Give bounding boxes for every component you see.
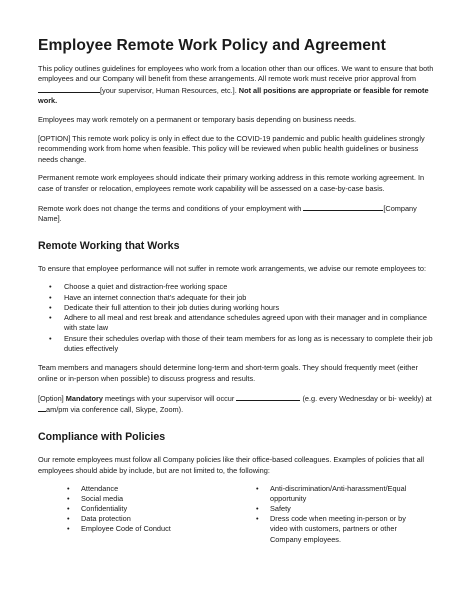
meeting-bold: Mandatory	[65, 393, 103, 403]
terms-paragraph	[38, 203, 438, 225]
company-name-blank[interactable]	[303, 203, 383, 211]
goals-paragraph: Team members and managers should determine long-term and short-term goals. They should frequently meet (either online or in-person when possible) to discuss progress and results.	[38, 363, 418, 383]
address-paragraph: Permanent remote work employees should indicate their primary working address in this remote working agreement. In case of transfer or relocation, employees remote work capability will be assessed on a case-by-case basis.	[38, 173, 425, 193]
policy-columns	[38, 484, 438, 545]
remote-working-intro: To ensure that employee performance will not suffer in remote work arrangements, we advise our remote employees to:	[38, 264, 427, 274]
meeting-frequency-blank[interactable]	[236, 393, 300, 401]
compliance-intro: Our remote employees must follow all Company policies like their office-based colleagues. Examples of policies that all employees should abide by include, but are not limited to, the following:	[38, 455, 425, 475]
list-item: • Have an internet connection that’s adequate for their job	[38, 293, 438, 303]
meeting-example: (e.g. every Wednesday or bi- weekly) at	[302, 393, 432, 403]
option-paragraph: [OPTION] This remote work policy is only in effect due to the COVID-19 pandemic and public health guidelines strongly recommending work from home when feasible. This policy will be reviewed when public health guidelines or business needs change.	[38, 133, 425, 164]
list-item: • Anti-discrimination/Anti-harassment/Equal opportunity	[253, 484, 423, 504]
list-item: • Confidentiality	[64, 504, 253, 514]
section-heading-remote-working: Remote Working that Works	[38, 240, 180, 253]
basis-paragraph: Employees may work remotely on a permanent or temporary basis depending on business needs.	[38, 115, 356, 125]
intro-approver-hint: [your supervisor, Human Resources, etc.].	[100, 85, 237, 95]
list-item: • Choose a quiet and distraction-free working space	[38, 282, 438, 292]
intro-text: This policy outlines guidelines for employees who work from a location other than our offices. We want to ensure that both employees and our Company will benefit from these arrangements. All remote work must receive prior approval from	[38, 64, 434, 84]
intro-paragraph	[38, 64, 438, 107]
policy-list-right	[253, 484, 423, 545]
remote-working-list	[38, 282, 438, 354]
list-item: • Ensure their schedules overlap with those of their team members for as long as is necessary to complete their job duties effectively	[38, 334, 438, 355]
meeting-platform: am/pm via conference call, Skype, Zoom).	[46, 404, 184, 414]
list-item: • Dress code when meeting in-person or by video with customers, partners or other Company employees.	[253, 514, 423, 545]
list-item: • Dedicate their full attention to their job duties during working hours	[38, 303, 438, 313]
meeting-paragraph	[38, 393, 438, 416]
section-heading-compliance: Compliance with Policies	[38, 431, 166, 444]
terms-company-hint: [Company Name].	[38, 203, 417, 224]
list-item: • Safety	[253, 504, 423, 514]
list-item: • Data protection	[64, 514, 253, 524]
policy-list-left	[38, 484, 253, 545]
meeting-text: meetings with your supervisor will occur	[104, 393, 235, 403]
list-item: • Attendance	[64, 484, 253, 494]
list-item: • Employee Code of Conduct	[64, 524, 253, 534]
document-title: Employee Remote Work Policy and Agreement	[38, 37, 386, 54]
intro-bold-note: Not all positions are appropriate or feasible for remote work.	[38, 85, 429, 106]
meeting-prefix: [Option]	[38, 393, 64, 403]
meeting-time-blank[interactable]	[38, 404, 46, 412]
terms-text: Remote work does not change the terms and conditions of your employment with	[38, 203, 302, 213]
list-item: • Social media	[64, 494, 253, 504]
approver-blank[interactable]	[38, 85, 100, 93]
list-item: • Adhere to all meal and rest break and attendance schedules agreed upon with their manager and in compliance with state law	[38, 313, 438, 334]
